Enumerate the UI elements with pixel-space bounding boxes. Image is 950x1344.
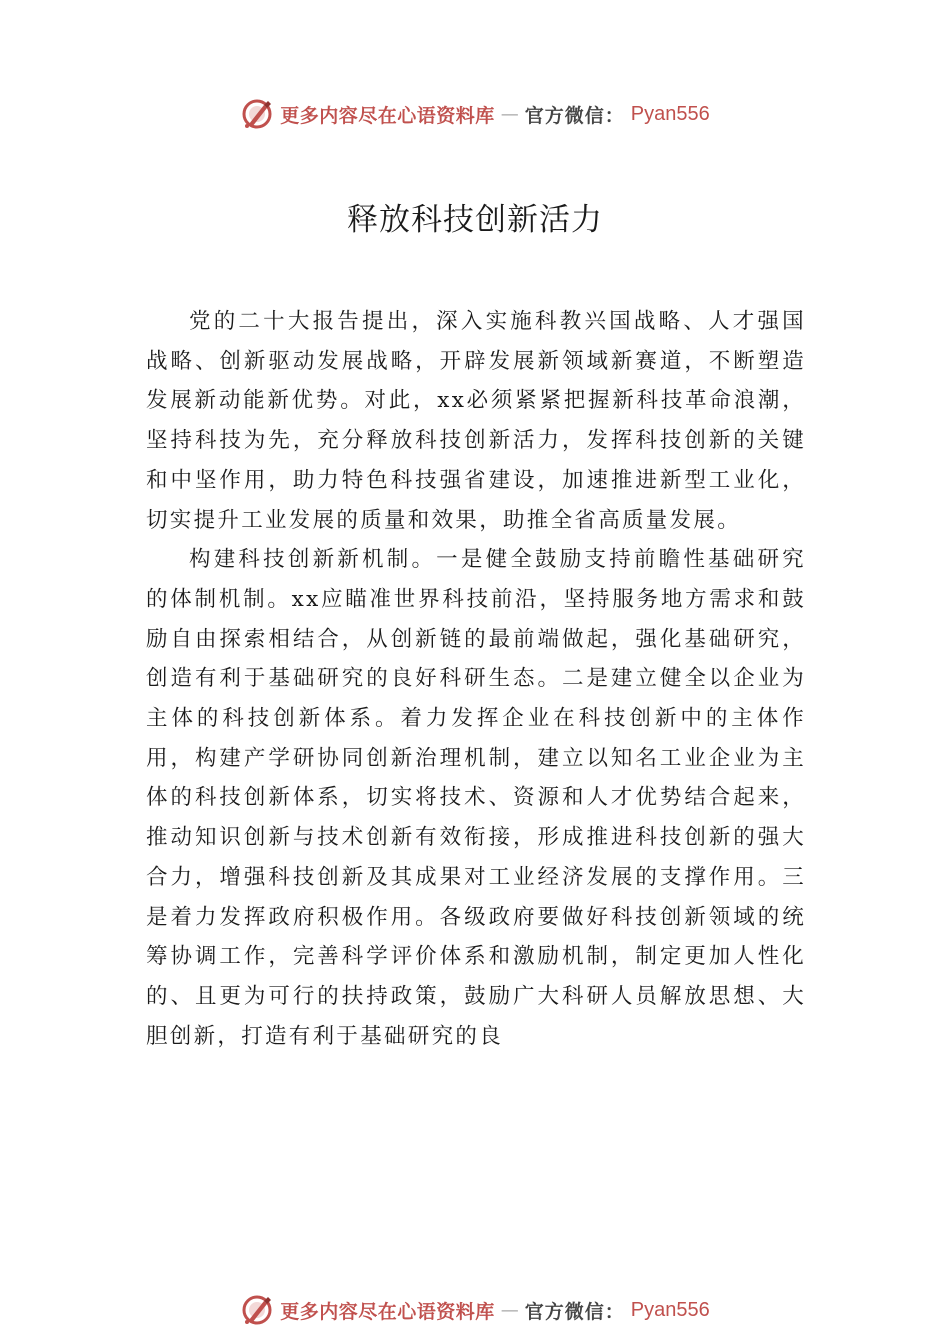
footer-banner: [0, 1290, 950, 1330]
paragraph: 构建科技创新新机制。一是健全鼓励支持前瞻性基础研究的体制机制。xx应瞄准世界科技前沿，坚持服务地方需求和鼓励自由探索相结合，从创新链的最前端做起，强化基础研究，创造有利于基础研究的良好科研生态。二是建立健全以企业为主体的科技创新体系。着力发挥企业在科技创新中的主体作用，构建产学研协同创新治理机制，建立以知名工业企业为主体的科技创新体系，切实将技术、资源和人才优势结合起来，推动知识创新与技术创新有效衔接，形成推进科技创新的强大合力，增强科技创新及其成果对工业经济发展的支撑作用。三是着力发挥政府积极作用。各级政府要做好科技创新领域的统筹协调工作，完善科学评价体系和激励机制，制定更加人性化的、且更为可行的扶持政策，鼓励广大科研人员解放思想、大胆创新，打造有利于基础研究的良: [146, 547, 806, 1049]
pen-nib-badge-icon: [240, 1293, 274, 1327]
header-banner: [0, 94, 950, 134]
banner-separator: —: [500, 1299, 519, 1321]
banner-account-id: Pyan556: [630, 1298, 710, 1321]
document-body: [146, 302, 806, 1056]
banner-wechat-label: 官方微信：: [524, 104, 625, 127]
banner-separator: —: [500, 103, 519, 125]
banner-wechat-label: 官方微信：: [524, 1300, 625, 1323]
paragraph: 党的二十大报告提出，深入实施科教兴国战略、人才强国战略、创新驱动发展战略，开辟发展新领域新赛道，不断塑造发展新动能新优势。对此，xx必须紧紧把握新科技革命浪潮，坚持科技为先，充分释放科技创新活力，发挥科技创新的关键和中坚作用，助力特色科技强省建设，加速推进新型工业化，切实提升工业发展的质量和效果，助推全省高质量发展。: [146, 309, 806, 533]
banner-account-id: Pyan556: [630, 102, 710, 125]
document-title: 释放科技创新活力: [347, 202, 603, 238]
pen-nib-badge-icon: [240, 97, 274, 131]
banner-title: 更多内容尽在心语资料库: [280, 1300, 495, 1323]
banner-title: 更多内容尽在心语资料库: [280, 104, 495, 127]
